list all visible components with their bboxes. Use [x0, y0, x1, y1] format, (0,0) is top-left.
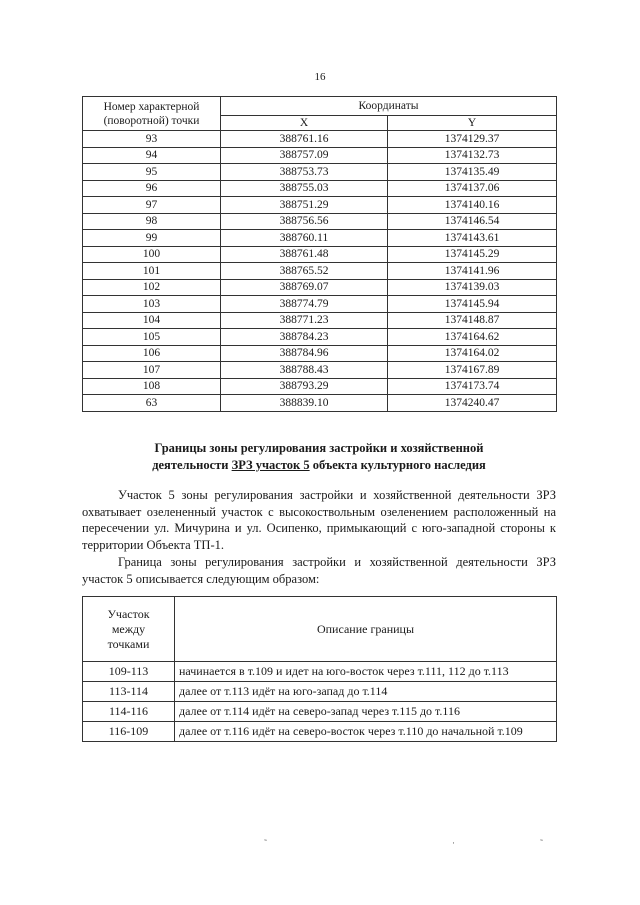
scan-mark: ˜ [264, 838, 267, 848]
coordinate-row [83, 230, 557, 247]
boundary-body [83, 662, 557, 742]
coord-y: 1374164.62 [388, 329, 557, 346]
coord-y: 1374240.47 [388, 395, 557, 412]
coordinate-row [83, 362, 557, 379]
header-y: Y [388, 116, 557, 131]
point-number: 96 [83, 180, 221, 197]
coord-x: 388774.79 [221, 296, 388, 313]
coordinate-row [83, 263, 557, 280]
section-title [82, 440, 556, 474]
coord-x: 388756.56 [221, 213, 388, 230]
point-number: 102 [83, 279, 221, 296]
coordinate-row [83, 296, 557, 313]
coord-x: 388755.03 [221, 180, 388, 197]
coord-x: 388765.52 [221, 263, 388, 280]
header-description: Описание границы [175, 597, 557, 662]
scan-marks [0, 838, 640, 848]
coord-y: 1374132.73 [388, 147, 557, 164]
point-number: 103 [83, 296, 221, 313]
coord-y: 1374129.37 [388, 131, 557, 148]
scan-mark: ˜ [540, 838, 543, 848]
section-title-post: объекта культурного наследия [309, 458, 486, 472]
point-number: 104 [83, 312, 221, 329]
point-number: 63 [83, 395, 221, 412]
point-number: 95 [83, 164, 221, 181]
boundary-row [83, 722, 557, 742]
coord-y: 1374145.94 [388, 296, 557, 313]
coord-x: 388760.11 [221, 230, 388, 247]
coordinate-row [83, 213, 557, 230]
coord-x: 388753.73 [221, 164, 388, 181]
point-number: 93 [83, 131, 221, 148]
point-number: 99 [83, 230, 221, 247]
coord-y: 1374143.61 [388, 230, 557, 247]
boundary-row [83, 702, 557, 722]
coord-x: 388761.48 [221, 246, 388, 263]
coord-x: 388751.29 [221, 197, 388, 214]
segment-description: далее от т.113 идёт на юго-запад до т.114 [175, 682, 557, 702]
coord-x: 388788.43 [221, 362, 388, 379]
coord-y: 1374135.49 [388, 164, 557, 181]
segment-description: далее от т.116 идёт на северо-восток через т.110 до начальной т.109 [175, 722, 557, 742]
coord-y: 1374139.03 [388, 279, 557, 296]
point-number: 105 [83, 329, 221, 346]
header-x: X [221, 116, 388, 131]
coordinate-row [83, 147, 557, 164]
segment-description: начинается в т.109 и идет на юго-восток через т.111, 112 до т.113 [175, 662, 557, 682]
coordinate-row [83, 131, 557, 148]
coordinate-row [83, 246, 557, 263]
coord-y: 1374167.89 [388, 362, 557, 379]
coord-y: 1374145.29 [388, 246, 557, 263]
coord-x: 388784.96 [221, 345, 388, 362]
point-number: 94 [83, 147, 221, 164]
point-number: 101 [83, 263, 221, 280]
coord-y: 1374140.16 [388, 197, 557, 214]
coordinate-row [83, 345, 557, 362]
boundary-table [82, 596, 557, 742]
coordinate-row [83, 312, 557, 329]
coordinate-row [83, 197, 557, 214]
coordinate-row [83, 279, 557, 296]
section-title-line1: Границы зоны регулирования застройки и хозяйственной [154, 441, 484, 455]
coord-x: 388771.23 [221, 312, 388, 329]
coordinate-row [83, 180, 557, 197]
coord-x: 388839.10 [221, 395, 388, 412]
coordinate-row [83, 395, 557, 412]
segment-label: 114-116 [83, 702, 175, 722]
header-point: Номер характерной (поворотной) точки [83, 97, 221, 131]
coord-x: 388769.07 [221, 279, 388, 296]
point-number: 106 [83, 345, 221, 362]
coord-y: 1374173.74 [388, 378, 557, 395]
scan-mark: · [452, 838, 455, 848]
coord-y: 1374141.96 [388, 263, 557, 280]
segment-label: 113-114 [83, 682, 175, 702]
point-number: 107 [83, 362, 221, 379]
coordinates-body [83, 131, 557, 412]
section-title-underlined: ЗРЗ участок 5 [231, 458, 310, 472]
paragraph-intro: Граница зоны регулирования застройки и хозяйственной деятельности ЗРЗ участок 5 описывается следующим образом: [82, 555, 556, 586]
header-segment: Участок между точками [83, 597, 175, 662]
coord-y: 1374137.06 [388, 180, 557, 197]
coordinate-row [83, 164, 557, 181]
coordinate-row [83, 378, 557, 395]
coord-y: 1374148.87 [388, 312, 557, 329]
coord-x: 388784.23 [221, 329, 388, 346]
coord-y: 1374164.02 [388, 345, 557, 362]
point-number: 97 [83, 197, 221, 214]
segment-label: 116-109 [83, 722, 175, 742]
segment-description: далее от т.114 идёт на северо-запад через т.115 до т.116 [175, 702, 557, 722]
point-number: 98 [83, 213, 221, 230]
segment-label: 109-113 [83, 662, 175, 682]
header-coordinates: Координаты [221, 97, 557, 116]
coord-x: 388761.16 [221, 131, 388, 148]
section-title-pre: деятельности [152, 458, 232, 472]
coordinate-row [83, 329, 557, 346]
coord-x: 388757.09 [221, 147, 388, 164]
point-number: 100 [83, 246, 221, 263]
coordinates-table [82, 96, 557, 412]
coord-y: 1374146.54 [388, 213, 557, 230]
page-number: 16 [314, 71, 326, 83]
point-number: 108 [83, 378, 221, 395]
boundary-row [83, 682, 557, 702]
paragraph-description: Участок 5 зоны регулирования застройки и хозяйственной деятельности ЗРЗ охватывает озелененный участок с высокоствольным озеленением расположенный на пересечении ул. Мичурина и ул. Осипенко, примыкающий с юго-западной стороны к территории Объекта ТП-1. [82, 488, 556, 552]
boundary-row [83, 662, 557, 682]
section-title-line2 [82, 457, 556, 474]
coord-x: 388793.29 [221, 378, 388, 395]
